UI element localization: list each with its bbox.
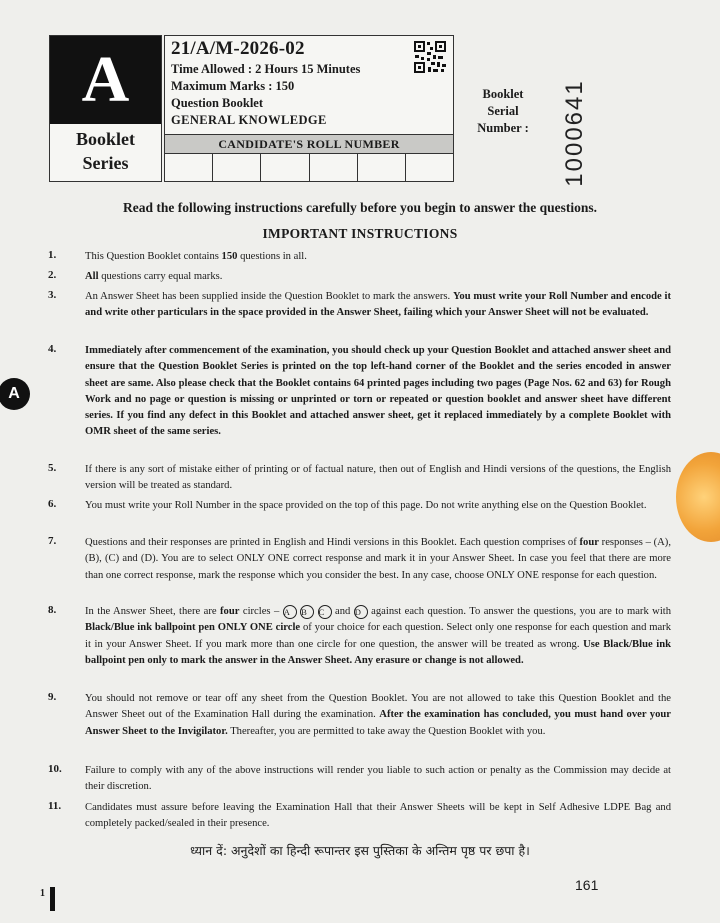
answer-circle-icon: D (354, 605, 368, 619)
exam-info-box (164, 35, 454, 182)
roll-number-cells (165, 153, 453, 181)
roll-number-cell (261, 153, 309, 181)
bold-text: 150 (221, 251, 238, 262)
important-instructions-title: IMPORTANT INSTRUCTIONS (262, 226, 458, 241)
instruction-number: 7. (48, 535, 57, 547)
instruction-text (85, 249, 671, 265)
booklet-type: Question Booklet (171, 96, 264, 110)
series-caption: Booklet Series (75, 129, 135, 173)
roll-number-cell (310, 153, 358, 181)
answer-circle-icon: B (300, 605, 314, 619)
instruction-text (85, 289, 671, 322)
text: and (331, 606, 354, 617)
instruction-number: 3. (48, 289, 57, 301)
series-letter: A (50, 36, 161, 124)
text: questions carry equal marks. (98, 271, 223, 282)
text: against each question. To answer the questions, you are to mark with (367, 606, 672, 617)
instruction-text (85, 691, 671, 740)
roll-number-cell (358, 153, 406, 181)
bold-text: Immediately after commencement of the examination, you should check up your Question Booklet and attached answer sheet and ensure that the Question Booklet Series is printed on the top left-hand corner of the Booklet and the series encoded in answer sheet are same. Also please check that the Booklet contains 64 printed pages including two pages (Page Nos. 62 and 63) for Rough Work and no page or question is missing or unprinted or torn or repeated or question booklet and answer sheet have different series. If you find any defect in this Booklet and attached answer sheet, get it replaced immediately by a complete Booklet with OMR sheet of the same series. (85, 345, 671, 438)
qr-code-icon (413, 40, 447, 74)
instruction-text (85, 535, 671, 584)
time-allowed: Time Allowed : 2 Hours 15 Minutes (171, 62, 361, 76)
instruction-text (85, 498, 671, 514)
text: This Question Booklet contains (85, 251, 222, 262)
instruction-number: 9. (48, 691, 57, 703)
booklet-serial-label: Booklet Serial Number : (477, 87, 529, 135)
text: of your choice for each question. Select only one response for each question and mark it in your Answer Sheet. If you mark more than one circle for one question, the answer will be treated as wrong. (85, 622, 671, 650)
series-side-marker: A (0, 378, 30, 410)
booklet-series-box (49, 35, 162, 182)
answer-circle-icon: A (283, 605, 297, 619)
bold-text: four (220, 606, 240, 617)
instruction-number: 8. (48, 604, 57, 616)
bold-text: You must write your Roll Number and encode it and write other particulars in the space provided in the Answer Sheet, failing which your Answer Sheet will not be evaluated. (85, 291, 671, 319)
instruction-text (85, 462, 671, 495)
text: If there is any sort of mistake either of printing or of factual nature, then out of English and Hindi versions of the questions, the English version will be treated as standard. (85, 464, 671, 492)
registration-bar (50, 887, 55, 911)
read-instructions-line: Read the following instructions carefully before you begin to answer the questions. (122, 200, 597, 215)
bold-text: Black/Blue ink ballpoint pen ONLY ONE circle (85, 622, 301, 634)
answer-circle-icon: C (318, 605, 332, 619)
text: Thereafter, you are permitted to take away the Question Booklet with you. (227, 725, 546, 737)
text: An Answer Sheet has been supplied inside the Question Booklet to mark the answers. (85, 291, 453, 302)
text: questions in all. (237, 251, 307, 262)
bold-text: four (579, 537, 599, 548)
instruction-text (85, 343, 671, 441)
text: responses – (A), (B), (C) and (D). You are to select ONLY ONE correct response and mark it in your Answer Sheet. In case you feel that there are more than one correct response, mark the response which you consider the best. In any case, choose ONLY ONE response for each question. (85, 537, 671, 581)
bold-text: All (85, 271, 99, 282)
text: Candidates must assure before leaving the Examination Hall that their Answer Sheets will be kept in Self Adhesive LDPE Bag and completely packed/sealed in their presence. (85, 802, 671, 830)
text: Failure to comply with any of the above instructions will render you liable to such action or penalty as the Commission may decide at their discretion. (85, 765, 671, 793)
hindi-note: ध्यान दें: अनुदेशों का हिन्दी रूपान्तर इस पुस्तिका के अन्तिम पृष्ठ पर छपा है। (190, 843, 530, 858)
paper-code: 21/A/M-2026-02 (171, 38, 305, 59)
instruction-number: 2. (48, 269, 57, 281)
bold-text: Use Black/Blue ink ballpoint pen only to mark the answer in the Answer Sheet. Any erasure or change is not allowed. (85, 638, 672, 666)
roll-number-label: CANDIDATE'S ROLL NUMBER (165, 134, 453, 154)
text: You should not remove or tear off any sheet from the Question Booklet. You are not allowed to take this Question Booklet and the Answer Sheet out of the Examination Hall during the examination. (85, 693, 671, 721)
booklet-serial-number: 1000641 (561, 79, 588, 187)
instruction-text (85, 763, 671, 796)
text: circles – (239, 606, 283, 617)
subject: GENERAL KNOWLEDGE (171, 113, 327, 127)
text: You must write your Roll Number in the space provided on the top of this page. Do not write anything else on the Question Booklet. (85, 500, 647, 511)
text: In the Answer Sheet, there are (85, 606, 221, 617)
instruction-number: 1. (48, 249, 57, 261)
text: Questions and their responses are printed in English and Hindi versions in this Booklet. Each question comprises of (85, 537, 580, 548)
sticker-seal (676, 452, 720, 542)
instruction-number: 4. (48, 343, 57, 355)
instruction-number: 10. (48, 763, 62, 775)
bold-text: After the examination has concluded, you must hand over your Answer Sheet to the Invigilator. (85, 709, 671, 737)
instruction-number: 11. (48, 800, 62, 812)
roll-number-cell (213, 153, 261, 181)
roll-number-cell (165, 153, 213, 181)
roll-number-cell (406, 153, 453, 181)
instruction-text (85, 800, 671, 833)
instruction-number: 6. (48, 498, 57, 510)
page-number: 161 (575, 877, 599, 893)
instruction-text (85, 269, 671, 285)
footer-mark: 1 (40, 888, 45, 899)
instruction-text (85, 604, 671, 669)
maximum-marks: Maximum Marks : 150 (171, 79, 295, 93)
instruction-number: 5. (48, 462, 57, 474)
